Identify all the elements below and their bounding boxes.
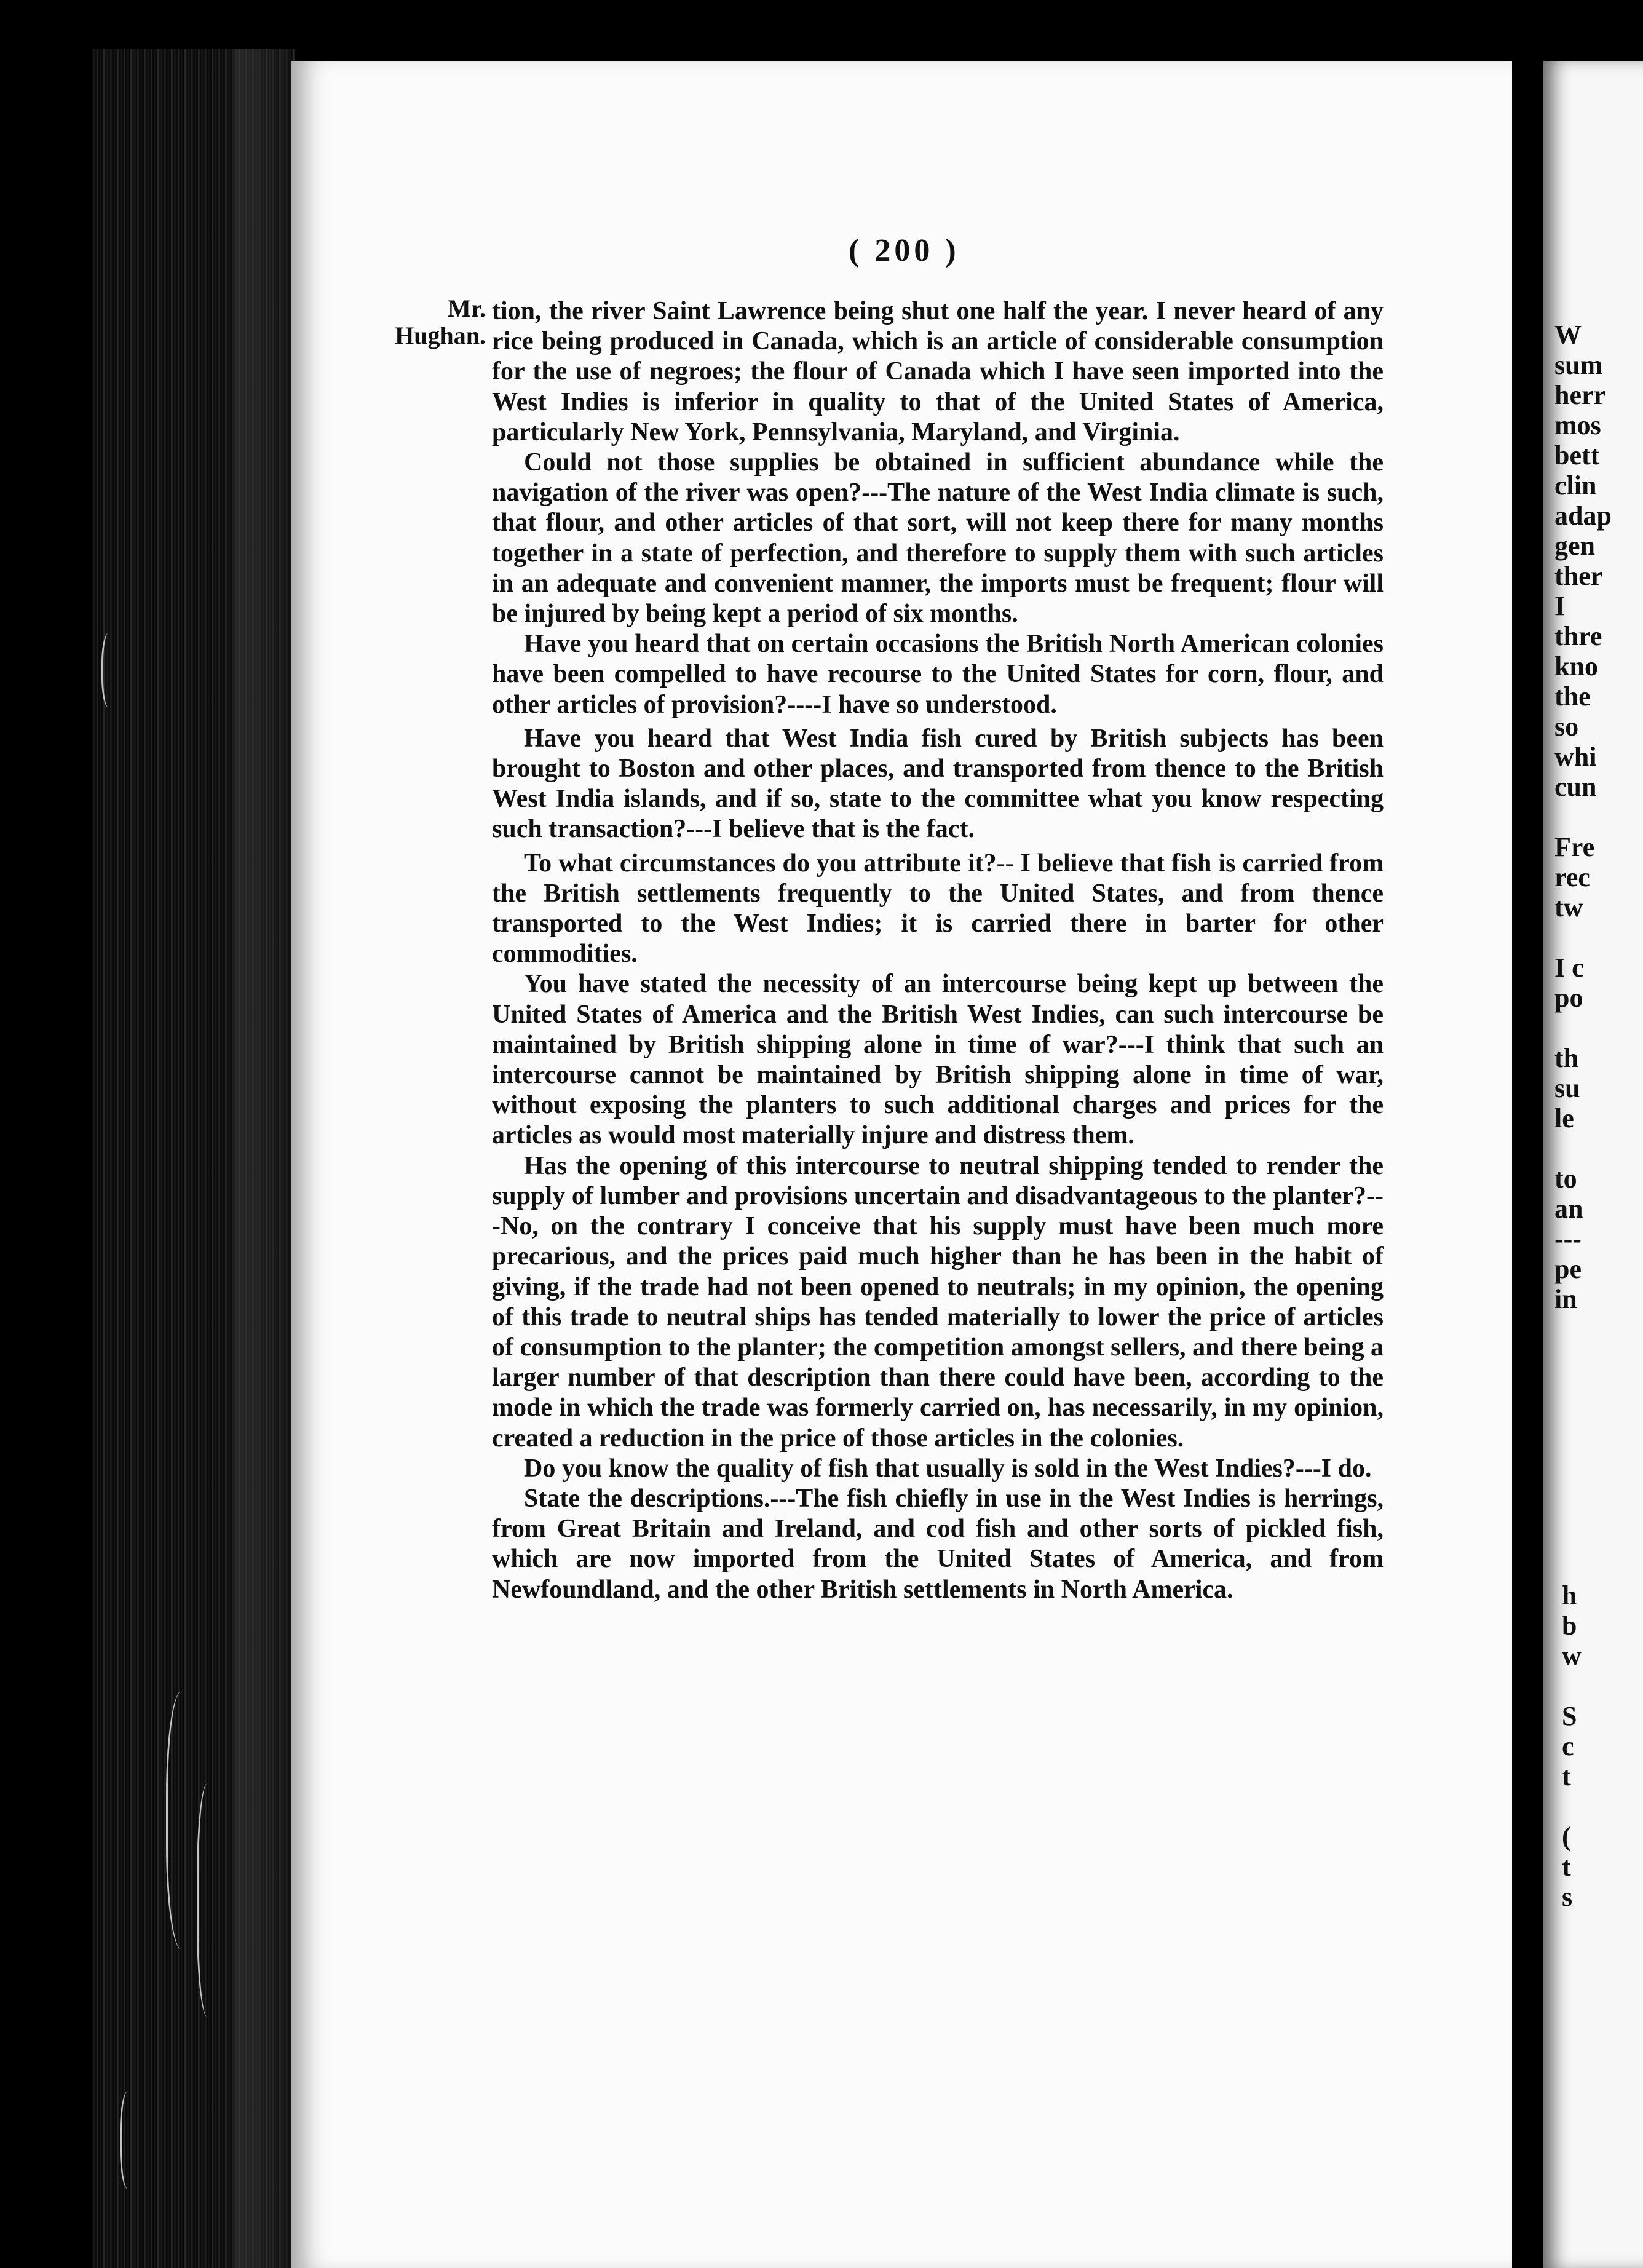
facing-page-fragment: so xyxy=(1554,712,1579,742)
facing-page-fragment: gen xyxy=(1554,531,1595,561)
testimony-body xyxy=(492,296,1384,1605)
facing-page-fragment: the xyxy=(1554,681,1591,712)
facing-page-fragment: I c xyxy=(1554,953,1584,983)
paragraph: To what circumstances do you attribute it?-- I believe that fish is carried from the British settlements frequently to the United States, and from thence transported to the West Indies; it is carried there in barter for other commodities. xyxy=(492,849,1384,969)
facing-page-fragment: po xyxy=(1554,983,1583,1013)
facing-page-fragment: h xyxy=(1562,1580,1577,1611)
margin-name-line: Hughan. xyxy=(395,322,486,349)
paragraph: State the descriptions.---The fish chiefly in use in the West Indies is herrings, from Great Britain and Ireland, and cod fish and other sorts of pickled fish, which are now imported from the United States of America, and from Newfoundland, and the other British settlements in North America. xyxy=(492,1484,1384,1604)
facing-page-fragment xyxy=(1554,1133,1643,1164)
margin-speaker-name xyxy=(381,295,486,349)
facing-page-fragment: to xyxy=(1554,1164,1577,1194)
facing-page-fragment: mos xyxy=(1554,410,1601,440)
facing-page-fragment: --- xyxy=(1554,1224,1582,1254)
facing-page-fragment: W xyxy=(1554,320,1582,350)
facing-page-fragment: whi xyxy=(1554,742,1597,772)
paragraph: Have you heard that on certain occasions the British North American colonies have been compelled to have recourse to the United States for corn, flour, and other articles of provision?----I have so understood. xyxy=(492,630,1384,719)
page-number: ( 200 ) xyxy=(849,233,960,268)
paragraph: Do you know the quality of fish that usually is sold in the West Indies?---I do. xyxy=(524,1454,1372,1483)
facing-page-fragment: le xyxy=(1554,1103,1574,1133)
facing-page-fragment xyxy=(1554,922,1643,953)
facing-page-fragment: clin xyxy=(1554,470,1597,501)
facing-page-fragment: th xyxy=(1554,1043,1579,1073)
facing-page-fragment: ther xyxy=(1554,561,1603,591)
gutter-scratch xyxy=(120,2091,140,2189)
paragraph: Has the opening of this intercourse to neutral shipping tended to render the supply of lumber and provisions uncertain and disadvantageous to the planter?---No, on the contrary I conceive that his supply must have been much more precarious, and the prices paid much higher than he has been in the habit of giving, if the trade had not been opened to neutrals; in my opinion, the opening of this trade to neutral ships has tended materially to lower the price of articles of consumption to the planter; the competition amongst sellers, and there being a larger number of that description than there could have been, according to the mode in which the trade was formerly carried on, has necessarily, in my opinion, created a reduction in the price of those articles in the colonies. xyxy=(492,1151,1384,1453)
paragraph: You have stated the necessity of an intercourse being kept up between the United States of America and the British West Indies, can such intercourse be maintained by British shipping alone in time of war?---I think that such an intercourse cannot be maintained by British shipping alone in time of war, without exposing the planters to such additional charges and prices for the articles as would most materially injure and distress them. xyxy=(492,970,1384,1150)
paragraph: Have you heard that West India fish cured by British subjects has been brought to Boston and other places, and transported from thence to the British West India islands, and if so, state to the committee what you know respecting such transaction?---I believe that is the fact. xyxy=(492,724,1384,844)
facing-page-fragment: S xyxy=(1562,1701,1577,1731)
facing-page-fragment xyxy=(1562,1671,1643,1701)
facing-page xyxy=(1543,61,1643,2268)
facing-page-fragment: Fre xyxy=(1554,832,1595,862)
facing-page-fragment: thre xyxy=(1554,621,1602,651)
facing-page-fragment: cun xyxy=(1554,772,1597,802)
facing-page-fragment: kno xyxy=(1554,651,1598,681)
paragraph: Could not those supplies be obtained in sufficient abundance while the navigation of the river was open?---The nature of the West India climate is such, that flour, and other articles of that sort, will not keep there for many months together in a state of perfection, and therefore to supply them with such articles in an adequate and convenient manner, the imports must be frequent; flour will be injured by being kept a period of six months. xyxy=(492,448,1384,628)
paragraph: tion, the river Saint Lawrence being shut one half the year. I never heard of any rice being produced in Canada, which is an article of considerable consumption for the use of negroes; the flour of Canada which I have seen imported into the West Indies is inferior in quality to that of the United States of America, particularly New York, Pennsylvania, Maryland, and Virginia. xyxy=(492,297,1384,446)
facing-page-fragment: pe xyxy=(1554,1254,1582,1284)
gutter-scratch xyxy=(101,633,119,707)
facing-page-fragment xyxy=(1554,802,1643,832)
facing-page-fragment: adap xyxy=(1554,501,1612,531)
facing-page-fragment: herr xyxy=(1554,380,1606,410)
facing-page-fragment xyxy=(1554,1013,1643,1043)
margin-name-line: Mr. xyxy=(448,295,486,322)
gutter-scratch xyxy=(197,1783,223,2017)
facing-page-fragment: c xyxy=(1562,1731,1574,1761)
facing-page-fragment: t xyxy=(1562,1852,1571,1882)
facing-page-fragment: an xyxy=(1554,1194,1583,1224)
facing-page-fragment: in xyxy=(1554,1284,1577,1314)
facing-page-fragment xyxy=(1562,1791,1643,1822)
facing-page-fragment: I xyxy=(1554,591,1566,621)
facing-page-fragment: ( xyxy=(1562,1822,1571,1852)
facing-page-text-upper xyxy=(1554,320,1643,1314)
facing-page-fragment: rec xyxy=(1554,862,1590,892)
facing-page-fragment: sum xyxy=(1554,350,1603,380)
facing-page-fragment: t xyxy=(1562,1761,1571,1791)
facing-page-fragment: w xyxy=(1562,1641,1582,1671)
facing-page-fragment: su xyxy=(1554,1073,1580,1103)
facing-page-fragment: tw xyxy=(1554,892,1583,922)
facing-page-fragment: bett xyxy=(1554,440,1600,470)
facing-page-fragment: b xyxy=(1562,1611,1577,1641)
facing-page-fragment: s xyxy=(1562,1882,1573,1912)
facing-page-text-lower xyxy=(1562,1580,1643,1912)
